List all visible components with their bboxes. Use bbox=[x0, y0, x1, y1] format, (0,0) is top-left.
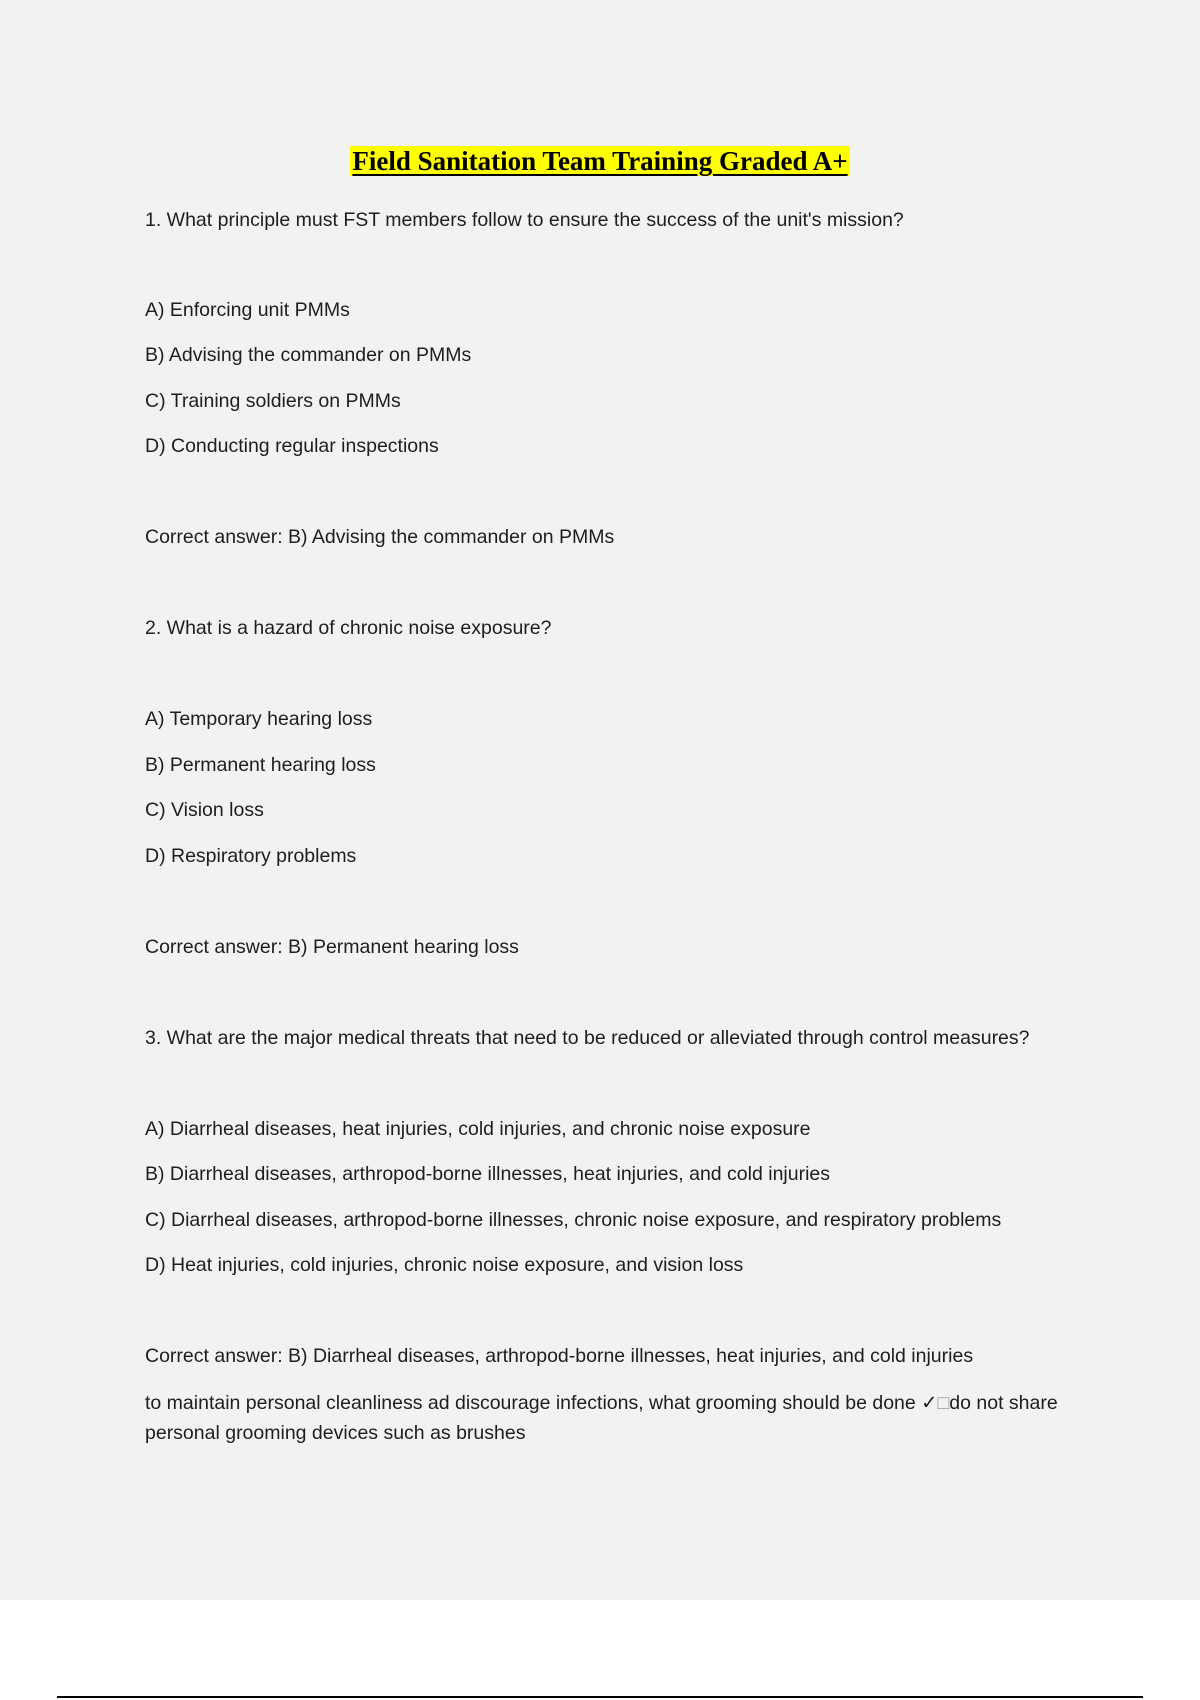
box-glyph-icon: □ bbox=[937, 1392, 950, 1414]
question-2-answer: Correct answer: B) Permanent hearing loss bbox=[145, 936, 519, 958]
grooming-answer: do not share personal grooming devices such as brushes bbox=[145, 1392, 1058, 1444]
question-1-answer: Correct answer: B) Advising the commander on PMMs bbox=[145, 526, 615, 548]
grooming-prompt: to maintain personal cleanliness ad discourage infections, what grooming should be done bbox=[145, 1392, 916, 1414]
question-3-option-b: B) Diarrheal diseases, arthropod-borne illnesses, heat injuries, and cold injuries bbox=[145, 1163, 831, 1185]
footer-divider bbox=[57, 1696, 1143, 1698]
question-1-option-d: D) Conducting regular inspections bbox=[145, 435, 439, 457]
check-mark-icon: ✓ bbox=[921, 1392, 938, 1414]
question-1-option-a: A) Enforcing unit PMMs bbox=[145, 299, 350, 321]
question-2-option-c: C) Vision loss bbox=[145, 799, 264, 821]
question-2-option-a: A) Temporary hearing loss bbox=[145, 708, 373, 730]
question-3-text: 3. What are the major medical threats that need to be reduced or alleviated through control measures? bbox=[145, 1027, 1030, 1049]
question-1-option-c: C) Training soldiers on PMMs bbox=[145, 390, 401, 412]
grooming-note bbox=[145, 1388, 1075, 1448]
question-3-option-a: A) Diarrheal diseases, heat injuries, cold injuries, and chronic noise exposure bbox=[145, 1118, 811, 1140]
question-3-option-c: C) Diarrheal diseases, arthropod-borne illnesses, chronic noise exposure, and respiratory problems bbox=[145, 1209, 1002, 1231]
title-container bbox=[0, 146, 1200, 176]
question-1-text: 1. What principle must FST members follow to ensure the success of the unit's mission? bbox=[145, 209, 904, 231]
document-title: Field Sanitation Team Training Graded A+ bbox=[352, 146, 848, 176]
question-1-option-b: B) Advising the commander on PMMs bbox=[145, 344, 472, 366]
question-2-option-d: D) Respiratory problems bbox=[145, 845, 357, 867]
question-3-answer: Correct answer: B) Diarrheal diseases, arthropod-borne illnesses, heat injuries, and cold injuries bbox=[145, 1345, 974, 1367]
question-2-option-b: B) Permanent hearing loss bbox=[145, 754, 376, 776]
question-3-option-d: D) Heat injuries, cold injuries, chronic noise exposure, and vision loss bbox=[145, 1254, 744, 1276]
question-2-text: 2. What is a hazard of chronic noise exposure? bbox=[145, 617, 552, 639]
